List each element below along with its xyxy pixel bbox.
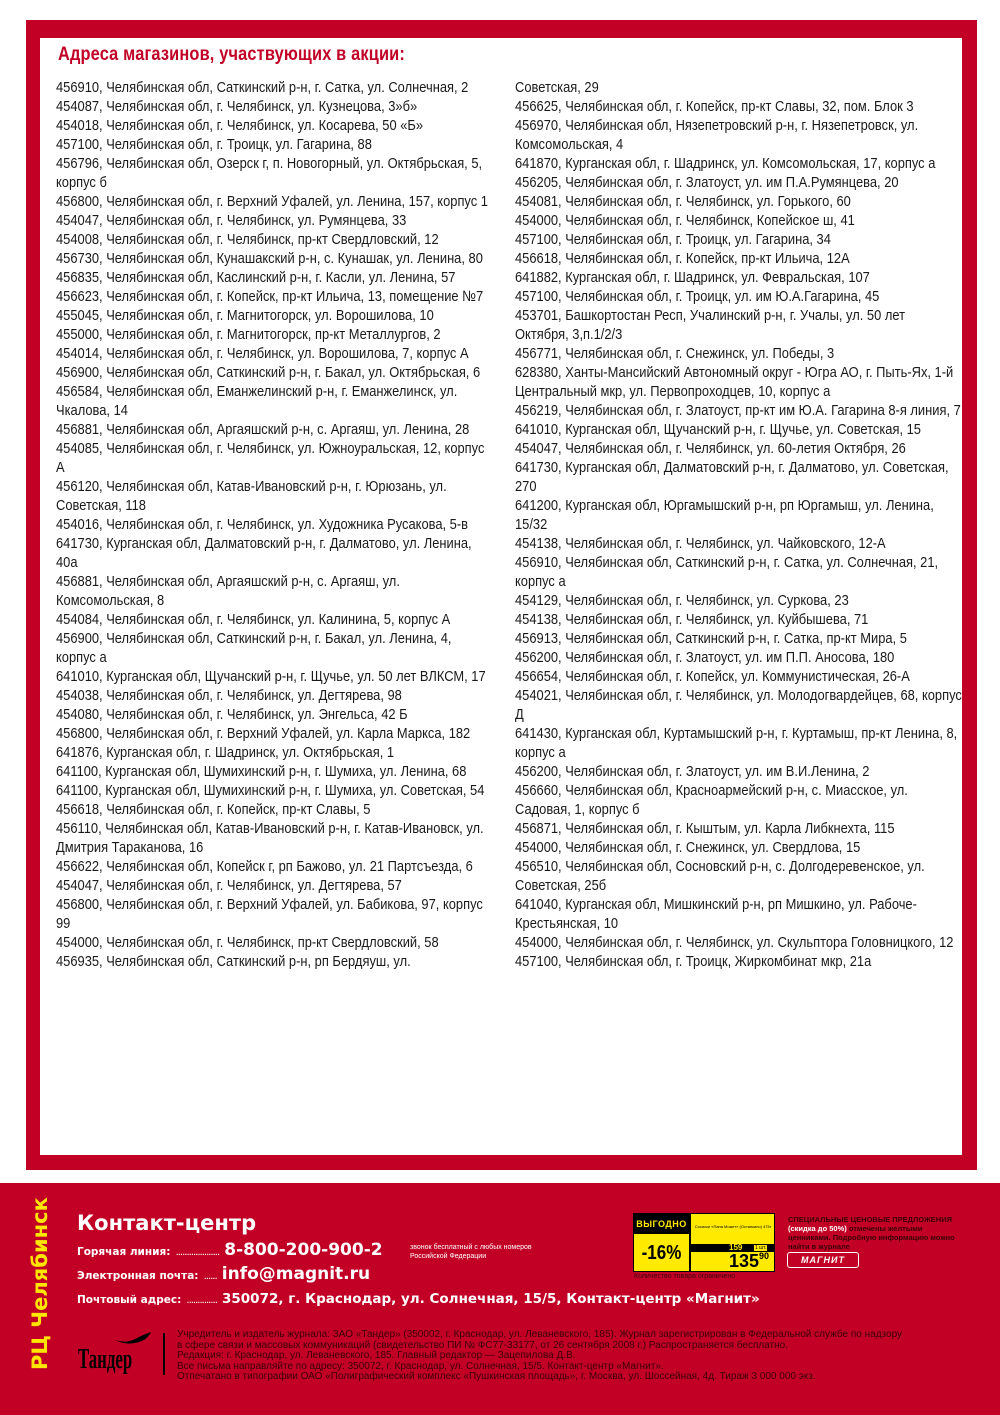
address-item: 454000, Челябинская обл, г. Снежинск, ул. Свердлова, 15 xyxy=(515,839,861,856)
address-item: 456205, Челябинская обл, г. Златоуст, ул. им П.А.Румянцева, 20 xyxy=(515,174,899,191)
address-item: 456584, Челябинская обл, Еманжелинский р-н, г. Еманжелинск, ул. Чкалова, 14 xyxy=(56,383,458,419)
address-item: 457100, Челябинская обл, г. Троицк, Жиркомбинат мкр, 21а xyxy=(515,953,872,970)
address-item: 456622, Челябинская обл, Копейск г, рп Бажово, ул. 21 Партсъезда, 6 xyxy=(56,858,473,875)
address-item: 641010, Курганская обл, Щучанский р-н, г. Щучье, ул. 50 лет ВЛКСМ, 17 xyxy=(56,668,486,685)
email-link[interactable]: info@magnit.ru xyxy=(221,1264,371,1284)
address-item: 454138, Челябинская обл, г. Челябинск, ул. Куйбышева, 71 xyxy=(515,611,869,628)
address-item: 456730, Челябинская обл, Кунашакский р-н, с. Кунашак, ул. Ленина, 80 xyxy=(56,250,483,267)
address-item: 454021, Челябинская обл, г. Челябинск, ул. Молодогвардейцев, 68, корпус Д xyxy=(515,687,962,723)
price-tag-product: Сосиски «Папа Может» (Останкино) 475г xyxy=(694,1224,772,1229)
address-item: 456910, Челябинская обл, Саткинский р-н, г. Сатка, ул. Солнечная, 2 xyxy=(56,79,469,96)
address-item: 641010, Курганская обл, Щучанский р-н, г. Щучье, ул. Советская, 15 xyxy=(515,421,921,438)
logo-divider xyxy=(163,1333,165,1375)
price-tag-badge: ВЫГОДНО xyxy=(634,1214,689,1234)
address-item: 454047, Челябинская обл, г. Челябинск, ул. Дегтярева, 57 xyxy=(56,877,402,894)
address-item: 454014, Челябинская обл, г. Челябинск, ул. Ворошилова, 7, корпус А xyxy=(56,345,469,362)
address-item: 454047, Челябинская обл, г. Челябинск, ул. Румянцева, 33 xyxy=(56,212,407,229)
address-item: 454047, Челябинская обл, г. Челябинск, ул. 60-летия Октября, 26 xyxy=(515,440,906,457)
limited-quantity-note: Количество товара ограничено xyxy=(634,1273,736,1280)
price-tag-discount: -16% xyxy=(641,1242,682,1264)
imprint-line: Отпечатано в типографии ОАО «Полиграфический комплекс «Пушкинская площадь», г. Москва, ул. Шоссейная, 4д. Тираж 3 000 000 экз. xyxy=(177,1371,816,1382)
address-item: 456835, Челябинская обл, Каслинский р-н, г. Касли, ул. Ленина, 57 xyxy=(56,269,456,286)
address-item: 454138, Челябинская обл, г. Челябинск, ул. Чайковского, 12-А xyxy=(515,535,886,552)
address-item: 456800, Челябинская обл, г. Верхний Уфалей, ул. Ленина, 157, корпус 1 xyxy=(56,193,488,210)
address-item: 456660, Челябинская обл, Красноармейский р-н, с. Миасское, ул. Садовая, 1, корпус б xyxy=(515,782,908,818)
postal-row xyxy=(77,1288,760,1307)
address-item: 641200, Курганская обл, Юргамышский р-н, рп Юргамыш, ул. Ленина, 15/32 xyxy=(515,497,934,533)
postal-label: Почтовый адрес: xyxy=(77,1294,182,1306)
hotline-row xyxy=(77,1240,383,1260)
address-item: 456510, Челябинская обл, Сосновский р-н, с. Долгодеревенское, ул. Советская, 25б xyxy=(515,858,925,894)
address-item: 457100, Челябинская обл, г. Троицк, ул. Гагарина, 88 xyxy=(56,136,372,153)
address-item: 454038, Челябинская обл, г. Челябинск, ул. Дегтярева, 98 xyxy=(56,687,402,704)
address-item: 641430, Курганская обл, Куртамышский р-н, г. Куртамыш, пр-кт Ленина, 8, корпус а xyxy=(515,725,958,761)
address-item: 641870, Курганская обл, г. Шадринск, ул. Комсомольская, 17, корпус а xyxy=(515,155,936,172)
address-item: 456618, Челябинская обл, г. Копейск, пр-кт Славы, 5 xyxy=(56,801,371,818)
address-item: 453701, Башкортостан Респ, Учалинский р-н, г. Учалы, ул. 50 лет Октября, 3,п.1/2/3 xyxy=(515,307,906,343)
address-list-right xyxy=(515,78,962,971)
leader-dots: ...... xyxy=(203,1271,217,1282)
special-offer-text xyxy=(788,1215,963,1251)
address-item: 641882, Курганская обл, г. Шадринск, ул. Февральская, 107 xyxy=(515,269,870,286)
address-item: 454000, Челябинская обл, г. Челябинск, ул. Скульптора Головницкого, 12 xyxy=(515,934,954,951)
address-item: 456625, Челябинская обл, г. Копейск, пр-кт Славы, 32, пом. Блок 3 xyxy=(515,98,914,115)
email-row xyxy=(77,1264,370,1284)
address-item: 641100, Курганская обл, Шумихинский р-н, г. Шумиха, ул. Советская, 54 xyxy=(56,782,485,799)
address-item: 456970, Челябинская обл, Нязепетровский р-н, г. Нязепетровск, ул. Комсомольская, 4 xyxy=(515,117,919,153)
address-item: 456771, Челябинская обл, г. Снежинск, ул. Победы, 3 xyxy=(515,345,835,362)
imprint-line: Редакция: г. Краснодар, ул. Леваневского, 185. Главный редактор — Зацепилова Д.В. xyxy=(177,1350,576,1361)
address-item: 456800, Челябинская обл, г. Верхний Уфалей, ул. Бабикова, 97, корпус 99 xyxy=(56,896,483,932)
postal-address: 350072, г. Краснодар, ул. Солнечная, 15/5, Контакт-центр «Магнит» xyxy=(222,1291,760,1307)
address-item: 456900, Челябинская обл, Саткинский р-н, г. Бакал, ул. Октябрьская, 6 xyxy=(56,364,481,381)
address-item: 454081, Челябинская обл, г. Челябинск, ул. Горького, 60 xyxy=(515,193,851,210)
address-item: 641730, Курганская обл, Далматовский р-н, г. Далматово, ул. Ленина, 40а xyxy=(56,535,472,571)
address-item: 454084, Челябинская обл, г. Челябинск, ул. Калинина, 5, корпус А xyxy=(56,611,451,628)
address-item: 456654, Челябинская обл, г. Копейск, ул. Коммунистическая, 26-А xyxy=(515,668,910,685)
address-item: 456623, Челябинская обл, г. Копейск, пр-кт Ильича, 13, помещение №7 xyxy=(56,288,484,305)
price-rub: 135 xyxy=(729,1251,760,1271)
price-tag-old-price: 159 xyxy=(729,1243,743,1252)
address-item: 454085, Челябинская обл, г. Челябинск, ул. Южноуральская, 12, корпус А xyxy=(56,440,485,476)
address-item: 455000, Челябинская обл, г. Магнитогорск, пр-кт Металлургов, 2 xyxy=(56,326,441,343)
imprint xyxy=(177,1330,977,1383)
address-item: 457100, Челябинская обл, г. Троицк, ул. им Ю.А.Гагарина, 45 xyxy=(515,288,880,305)
address-item: 456219, Челябинская обл, г. Златоуст, пр-кт им Ю.А. Гагарина 8-я линия, 7 xyxy=(515,402,961,419)
address-item: 628380, Ханты-Мансийский Автономный округ - Югра АО, г. Пыть-Ях, 1-й Центральный мкр, ул. Первопроходцев, 10, корпус а xyxy=(515,364,954,400)
email-label: Электронная почта: xyxy=(77,1270,199,1282)
address-item: 456871, Челябинская обл, г. Кыштым, ул. Карла Либкнехта, 115 xyxy=(515,820,895,837)
region-label: РЦ Челябинск xyxy=(28,1197,52,1370)
address-item: 456618, Челябинская обл, г. Копейск, пр-кт Ильича, 12А xyxy=(515,250,850,267)
address-item: 456881, Челябинская обл, Аргаяшский р-н, с. Аргаяш, ул. Ленина, 28 xyxy=(56,421,470,438)
address-item: 456200, Челябинская обл, г. Златоуст, ул. им В.И.Ленина, 2 xyxy=(515,763,870,780)
special-offer-body: отмечены желтыми ценниками. Подробную информацию можно найти в журнале xyxy=(788,1224,955,1251)
address-item: 456910, Челябинская обл, Саткинский р-н, г. Сатка, ул. Солнечная, 21, корпус а xyxy=(515,554,939,590)
address-item: 454087, Челябинская обл, г. Челябинск, ул. Кузнецова, 3»б» xyxy=(56,98,418,115)
tander-wordmark: Тандер xyxy=(78,1344,133,1375)
address-item: 454000, Челябинская обл, г. Челябинск, Копейское ш, 41 xyxy=(515,212,855,229)
price-tag-divider xyxy=(689,1214,691,1271)
address-item: 456200, Челябинская обл, г. Златоуст, ул. им П.П. Аносова, 180 xyxy=(515,649,895,666)
hotline-note: звонок бесплатный с любых номеров Российской Федерации xyxy=(410,1244,532,1260)
leader-dots: .................... xyxy=(175,1247,220,1258)
sample-price-tag xyxy=(633,1213,775,1272)
address-item: 456110, Челябинская обл, Катав-Ивановский р-н, г. Катав-Ивановск, ул. Дмитрия Тараканова, 16 xyxy=(56,820,484,856)
special-offer-title: СПЕЦИАЛЬНЫЕ ЦЕНОВЫЕ ПРЕДЛОЖЕНИЯ xyxy=(788,1215,952,1224)
address-item: 454018, Челябинская обл, г. Челябинск, ул. Косарева, 50 «Б» xyxy=(56,117,424,134)
address-item: 456900, Челябинская обл, Саткинский р-н, г. Бакал, ул. Ленина, 4, корпус а xyxy=(56,630,452,666)
price-tag-unit: 1 шт. xyxy=(755,1245,767,1251)
address-item: 456120, Челябинская обл, Катав-Ивановский р-н, г. Юрюзань, ул. Советская, 118 xyxy=(56,478,447,514)
address-item: 457100, Челябинская обл, г. Троицк, ул. Гагарина, 34 xyxy=(515,231,831,248)
address-item: 641876, Курганская обл, г. Шадринск, ул. Октябрьская, 1 xyxy=(56,744,395,761)
tander-logo xyxy=(78,1330,168,1380)
address-item: 641730, Курганская обл, Далматовский р-н, г. Далматово, ул. Советская, 270 xyxy=(515,459,949,495)
imprint-line: Все письма направляйте по адресу: 350072, г. Краснодар, ул. Солнечная, 15/5. Контакт-центр «Магнит». xyxy=(177,1360,664,1372)
address-item: 454000, Челябинская обл, г. Челябинск, пр-кт Свердловский, 58 xyxy=(56,934,439,951)
leader-dots: .............. xyxy=(186,1295,217,1306)
hotline-label: Горячая линия: xyxy=(77,1246,171,1258)
address-list-left xyxy=(56,78,495,971)
price-kop: 90 xyxy=(759,1251,770,1261)
address-item: 454080, Челябинская обл, г. Челябинск, ул. Энгельса, 42 Б xyxy=(56,706,408,723)
special-offer-highlight: (скидка до 50%) xyxy=(788,1224,847,1233)
imprint-line: в сфере связи и массовых коммуникаций (свидетельство ПИ № ФС77-33177, от 26 сентября 2008 г.) Распространяется бесплатно. xyxy=(177,1339,788,1351)
address-item: 641040, Курганская обл, Мишкинский р-н, рп Мишкино, ул. Рабоче-Крестьянская, 10 xyxy=(515,896,917,932)
price-tag-new-price xyxy=(729,1252,769,1271)
address-item: 454129, Челябинская обл, г. Челябинск, ул. Суркова, 23 xyxy=(515,592,849,609)
address-item: 456935, Челябинская обл, Саткинский р-н, рп Бердяуш, ул. xyxy=(56,953,411,970)
magnit-logo: МАГНИТ xyxy=(787,1252,859,1268)
hotline-phone[interactable]: 8-800-200-900-2 xyxy=(224,1240,383,1260)
address-item: Советская, 29 xyxy=(515,79,599,96)
address-item: 456800, Челябинская обл, г. Верхний Уфалей, ул. Карла Маркса, 182 xyxy=(56,725,471,742)
page-title: Адреса магазинов, участвующих в акции: xyxy=(58,44,405,65)
address-item: 455045, Челябинская обл, г. Магнитогорск, ул. Ворошилова, 10 xyxy=(56,307,434,324)
contact-center-title: Контакт-центр xyxy=(77,1211,257,1235)
address-item: 456881, Челябинская обл, Аргаяшский р-н, с. Аргаяш, ул. Комсомольская, 8 xyxy=(56,573,400,609)
address-item: 456913, Челябинская обл, Саткинский р-н, г. Сатка, пр-кт Мира, 5 xyxy=(515,630,907,647)
imprint-line: Учредитель и издатель журнала: ЗАО «Тандер» (350002, г. Краснодар, ул. Леваневского, 185). Журнал зарегистрирован в Федеральной службе по надзору xyxy=(177,1329,903,1340)
address-item: 641100, Курганская обл, Шумихинский р-н, г. Шумиха, ул. Ленина, 68 xyxy=(56,763,467,780)
address-item: 456796, Челябинская обл, Озерск г, п. Новогорный, ул. Октябрьская, 5, корпус б xyxy=(56,155,483,191)
address-item: 454008, Челябинская обл, г. Челябинск, пр-кт Свердловский, 12 xyxy=(56,231,439,248)
address-item: 454016, Челябинская обл, г. Челябинск, ул. Художника Русакова, 5-в xyxy=(56,516,469,533)
